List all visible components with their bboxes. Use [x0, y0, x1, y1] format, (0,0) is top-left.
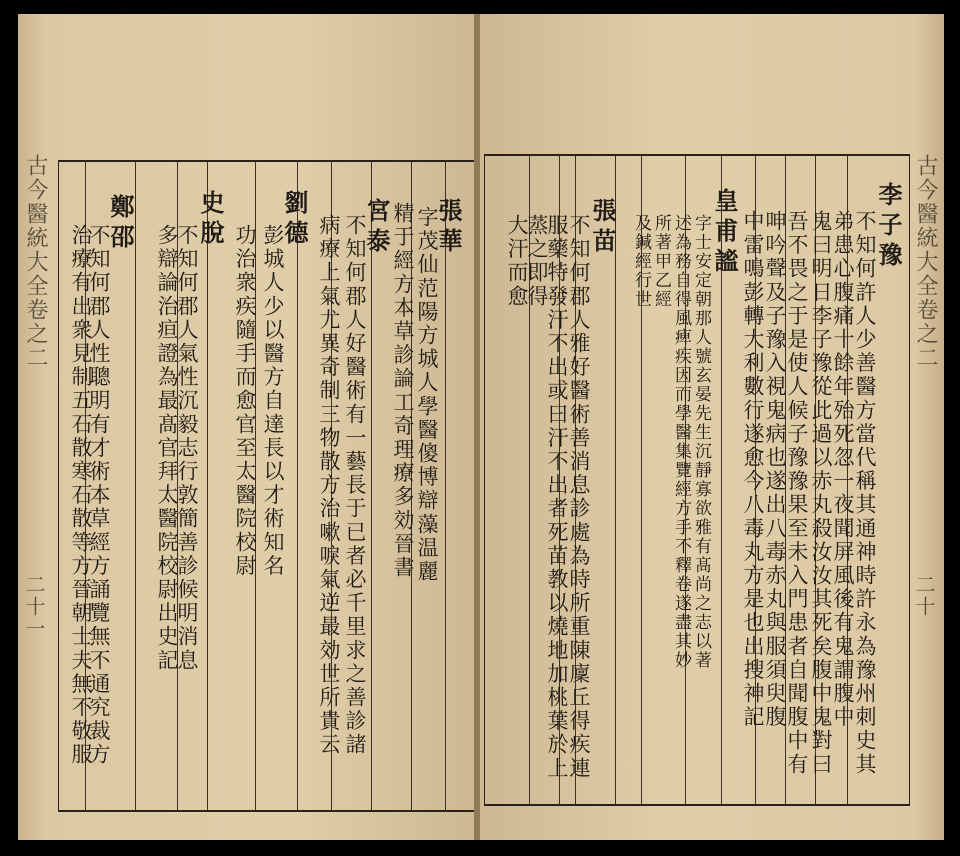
right-col-lizitu-5: 呻吟聲及子豫入視鬼病也遂出八毒赤丸與服須臾腹 [763, 210, 787, 730]
right-col-huangfumi-head: 皇甫謐 [710, 188, 739, 278]
left-page [18, 14, 476, 840]
right-margin-title: 古今醫統大全卷之二 [913, 154, 938, 370]
left-col-liude-head: 劉德 [280, 190, 309, 250]
right-col-huangfumi-3: 所著甲乙經 [651, 214, 671, 309]
right-col-lizitu-6: 中雷鳴彭轉大利數行遂愈今八毒丸方是也出搜神記 [741, 210, 765, 730]
left-col-shituo-2: 多辯論治疸證為最髙官拜太醫院校尉出史記 [155, 224, 179, 673]
left-margin-title: 古今醫統大全卷之二 [23, 154, 48, 370]
right-col-huangfumi-4: 及鍼經行世 [631, 214, 651, 309]
left-col-shituo-head: 史脫 [196, 190, 225, 250]
right-col-lizitu-2: 弟患心腹痛十餘年殆死忽一夜聞屏風後有鬼謂腹中 [831, 210, 855, 730]
right-col-zhangmiao-head: 張苗 [588, 198, 617, 258]
left-col-shituo-1: 不知何郡人氣性沉毅志行敦簡善診候明消息 [175, 224, 199, 673]
left-col-liude-1: 彭城人少以醫方自達長以才術知名 [261, 224, 285, 578]
book-spread [18, 14, 944, 840]
left-col-zhanghua-2: 精于經方本草診論工奇理療多効晉書 [391, 202, 415, 580]
right-col-lizitu-head: 李子豫 [874, 182, 903, 272]
left-col-gongtai-head: 宮泰 [362, 198, 391, 258]
right-col-lizitu-3: 鬼曰明日李子豫從此過以赤丸殺汝汝其死矣腹中鬼對曰 [809, 210, 833, 777]
left-col-gongtai-1: 不知何郡人好醫術有一藝長于已者必千里求之善診諸 [343, 214, 367, 757]
left-col-gongtai-2: 病療上氣尤異奇制三物散方治嗽唳氣逆最効世所貴云 [317, 214, 341, 757]
right-col-zhangmiao-4: 大汗而愈 [505, 214, 529, 309]
left-col-zhanghua-1: 字茂仙范陽方城人學醫傻博辯藻温麗 [415, 206, 439, 584]
left-folio: 二十一 [22, 574, 46, 640]
right-col-zhangmiao-2: 服藥特發汗不出或曰汗不出者死苗教以燒地加桃葉於上 [545, 214, 569, 781]
right-page [480, 14, 944, 840]
left-col-zhengshao-2: 治療有出衆見制五石散寒石散等方晉朝士夫無不敬服 [69, 224, 93, 767]
right-col-lizitu-4: 吾不畏之于是使人候子豫豫果至未入門患者自聞腹中有 [785, 210, 809, 777]
left-col-zhanghua-head: 張華 [434, 198, 463, 258]
right-col-zhangmiao-1: 不知何郡人雅好醫術善消息診處為時所重陳廩丘得疾連 [567, 214, 591, 781]
right-col-zhangmiao-3: 蒸之即得 [525, 214, 549, 309]
left-col-zhengshao-1: 不知何郡人性聰明有才術本草經方誦覽無不通究裁方 [87, 224, 111, 767]
right-col-huangfumi-2: 述為務自得風痺疾因而學醫集覽經方手不釋卷遂盡其妙 [671, 214, 691, 670]
right-col-lizitu-1: 不知何許人少善醫方當代稱其通神時許永為豫州刺史其 [853, 210, 877, 777]
left-col-zhengshao-head: 鄭邵 [106, 194, 135, 254]
left-col-liude-2: 功治衆疾隨手而愈官至太醫院校尉 [233, 224, 257, 578]
right-col-huangfumi-1: 字士安定朝那人號玄晏先生沉靜寡欲雅有髙尚之志以著 [691, 214, 711, 670]
right-folio: 二十 [912, 574, 936, 618]
